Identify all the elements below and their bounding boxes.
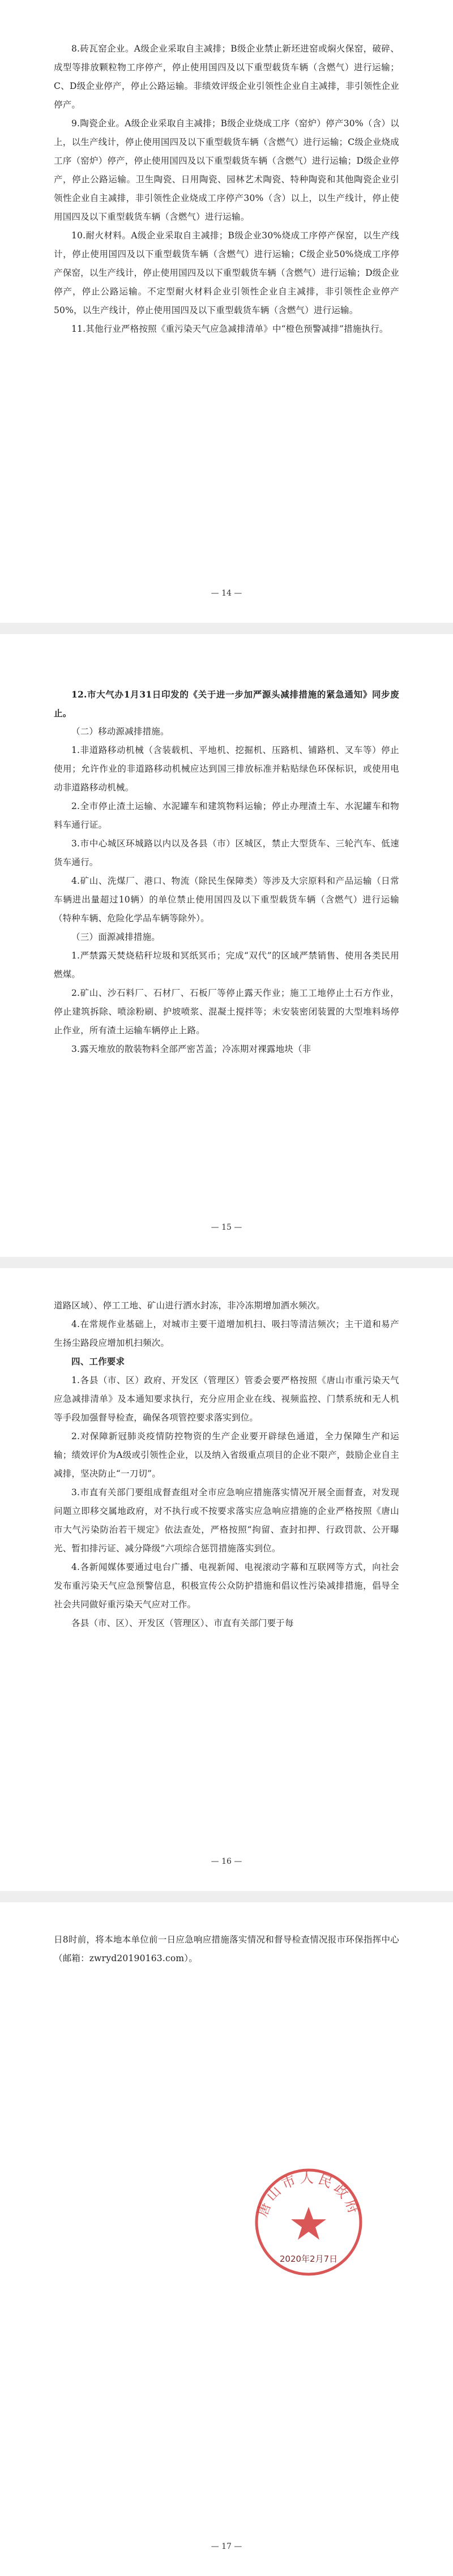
seal-text: 唐山市人民政府	[254, 2170, 363, 2219]
page-15-body	[54, 685, 399, 1059]
paragraph-brick-tile: 8.砖瓦窑企业。A级企业采取自主减排；B级企业禁止新坯进窑或焖火保窑，破碎、成型等排放颗粒物工序停产，停止使用国四及以下重型载货车辆（含燃气）进行运输；C、D级企业停产，停止公路运输。非绩效评级企业引领性企业自主减排，非引领性企业停产。	[54, 44, 399, 110]
area-item-2: 2.矿山、沙石料厂、石材厂、石板厂等停止露天作业；施工工地停止土石方作业，停止建筑拆除、喷涂粉刷、护坡喷浆、混凝土搅拌等；未安装密闭装置的大型堆料场停止作业，所有渣土运输车辆停止上路。	[54, 988, 399, 1035]
paragraph-continuation: 道路区域）、停工工地、矿山进行洒水封冻，非冷冻期增加洒水频次。	[54, 1300, 325, 1311]
paragraph-reporting-deadline: 日8时前，将本地本单位前一日应急响应措施落实情况和督导检查情况报市环保指挥中心（邮箱：zwryd20190163.com）。	[54, 1935, 399, 1963]
paragraph-ceramics: 9.陶瓷企业。A级企业采取自主减排；B级企业烧成工序（窑炉）停产30%（含）以上，以生产线计，停止使用国四及以下重型载货车辆（含燃气）进行运输；C级企业烧成工序（窑炉）停产，停止使用国四及以下重型载货车辆（含燃气）进行运输；D级企业停产，停止公路运输。卫生陶瓷、日用陶瓷、园林艺术陶瓷、特种陶瓷和其他陶瓷企业引领性企业自主减排，非引领性企业烧成工序停产30%（含）以上，以生产线计，停止使用国四及以下重型载货车辆（含燃气）进行运输。	[54, 118, 399, 222]
page-17-body	[54, 1931, 399, 1968]
area-item-1: 1.严禁露天焚烧秸秆垃圾和冥纸冥币；完成“双代”的区域严禁销售、使用各类民用燃煤。	[54, 951, 399, 979]
work-item-1: 1.各县（市、区）政府、开发区（管理区）管委会要严格按照《唐山市重污染天气应急减排清单》及本通知要求执行，充分应用企业在线、视频监控、门禁系统和无人机等手段加强督导检查，确保各项管控要求落实到位。	[54, 1375, 399, 1423]
area-item-3: 3.露天堆放的散装物料全部严密苫盖；冷冻期对裸露地块（非	[71, 1044, 311, 1054]
mobile-item-1: 1.非道路移动机械（含装载机、平地机、挖掘机、压路机、铺路机、叉车等）停止使用；允许作业的非道路移动机械应达到国三排放标准并粘贴绿色环保标识，或使用电动非道路移动机械。	[54, 745, 399, 793]
work-item-closing: 各县（市、区）、开发区（管理区）、市直有关部门要于每	[71, 1618, 294, 1628]
section-heading-mobile: （二）移动源减排措施。	[71, 726, 169, 737]
page-separator	[0, 623, 453, 634]
document-page-15	[0, 634, 453, 1257]
mobile-item-4: 4.矿山、洗煤厂、港口、物流（除民生保障类）等涉及大宗原料和产品运输（日常车辆进出量超过10辆）的单位禁止使用国四及以下重型载货车辆（含燃气）进行运输（特种车辆、危险化学品车辆等除外）。	[54, 876, 399, 923]
work-item-2: 2.对保障新冠肺炎疫情防控物资的生产企业要开辟绿色通道，全力保障生产和运输；绩效评价为A级或引领性企业，以及纳入省级重点项目的企业不限产，鼓励企业自主减排，坚决防止“一刀切”。	[54, 1431, 399, 1479]
document-page-14	[0, 0, 453, 623]
page-14-body	[54, 40, 399, 339]
mobile-item-3: 3.市中心城区环城路以内以及各县（市）区城区，禁止大型货车、三轮汽车、低速货车通行。	[54, 838, 399, 867]
page-16-body	[54, 1296, 399, 1633]
page-separator	[0, 1257, 453, 1268]
paragraph-other-industries: 11.其他行业严格按照《重污染天气应急减排清单》中“橙色预警减排”措施执行。	[71, 324, 388, 334]
area-item-4: 4.在常规作业基础上，对城市主要干道增加机扫、吸扫等清洁频次；主干道和易产生扬尘路段应增加机扫频次。	[54, 1319, 399, 1348]
document-page-17	[0, 1902, 453, 2576]
page-separator	[0, 1891, 453, 1902]
work-item-3: 3.市直有关部门要组成督查组对全市应急响应措施落实情况开展全面督查，对发现问题立即移交属地政府，对不执行或不按要求落实应急响应措施的企业严格按照《唐山市大气污染防治若干规定》依法查处，严格按照“拘留、查封扣押、行政罚款、公开曝光、暂扣排污证、减分降级”六项综合惩罚措施落实到位。	[54, 1487, 399, 1554]
page-number-17: — 17 —	[211, 2542, 242, 2551]
work-item-4: 4.各新闻媒体要通过电台广播、电视新闻、电视滚动字幕和互联网等方式，向社会发布重污染天气应急预警信息，积极宣传公众防护措施和倡议性污染减排措施，倡导全社会共同做好重污染天气应对工作。	[54, 1562, 399, 1610]
mobile-item-2: 2.全市停止渣土运输、水泥罐车和建筑物料运输；停止办理渣土车、水泥罐车和物料车通行证。	[54, 801, 399, 830]
signature-date: 2020年2月7日	[279, 2254, 338, 2264]
document-page-16	[0, 1268, 453, 1891]
page-number-14: — 14 —	[211, 589, 242, 598]
section-heading-area: （三）面源减排措施。	[71, 932, 161, 942]
page-number-16: — 16 —	[211, 1857, 242, 1866]
section-heading-work-requirements: 四、工作要求	[71, 1357, 125, 1367]
paragraph-refractory: 10.耐火材料。A级企业采取自主减排；B级企业30%烧成工序停产保窑，以生产线计，停止使用国四及以下重型载货车辆（含燃气）进行运输；C级企业50%烧成工序停产保窑，以生产线计，停止使用国四及以下重型载货车辆（含燃气）进行运输；D级企业停产，停止公路运输。不定型耐火材料企业引领性企业自主减排，非引领性企业停产50%，以生产线计，停止使用国四及以下重型载货车辆（含燃气）进行运输。	[54, 230, 399, 315]
paragraph-notice-abolished: 12.市大气办1月31日印发的《关于进一步加严源头减排措施的紧急通知》同步废止。	[54, 689, 399, 718]
page-number-15: — 15 —	[211, 1223, 242, 1232]
official-seal-stamp	[249, 2163, 368, 2282]
star-icon	[291, 2207, 326, 2240]
